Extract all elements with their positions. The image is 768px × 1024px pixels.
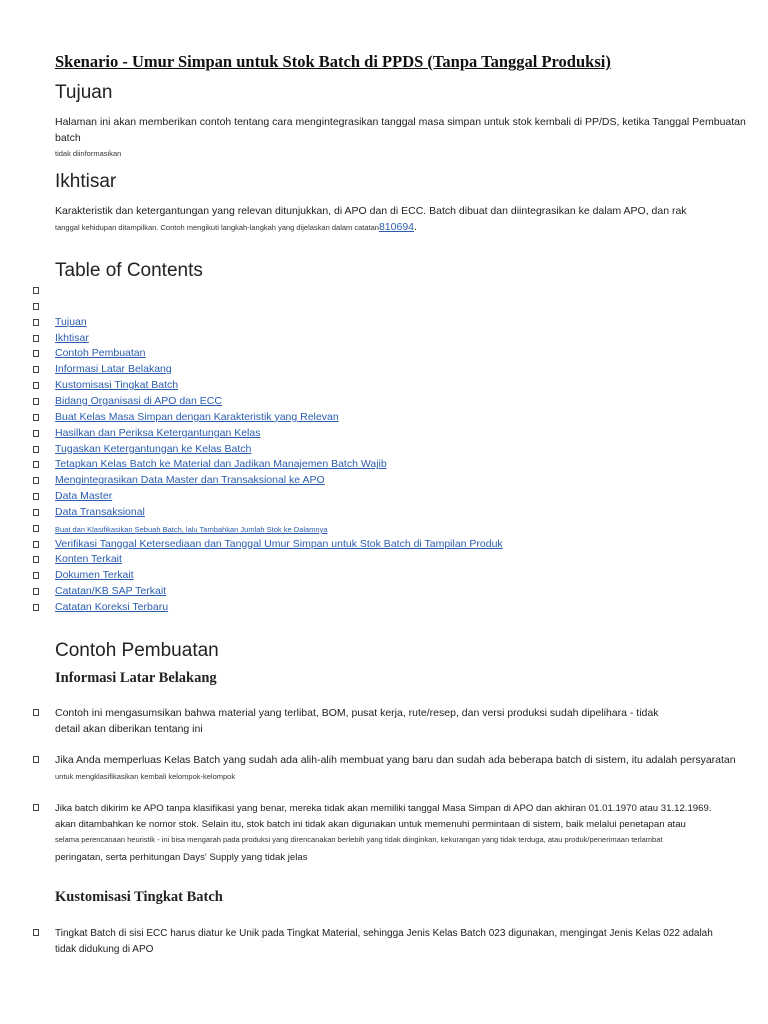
toc-link[interactable]: Tetapkan Kelas Batch ke Material dan Jadikan Manajemen Batch Wajib (55, 458, 387, 471)
list-item (33, 706, 753, 738)
heading-tujuan: Tujuan (55, 82, 113, 103)
toc-link[interactable]: Catatan/KB SAP Terkait (55, 585, 167, 598)
bullet-icon (33, 709, 39, 716)
bullet-icon (33, 556, 39, 563)
bullet3-line2: akan ditambahkan ke nomor stok. Selain itu, stok batch ini tidak akan digunakan untuk memenuhi permintaan di sistem, baik melalui penetapan atau (55, 818, 686, 830)
bullet2-line1: Jika Anda memperluas Kelas Batch yang sudah ada alih-alih membuat yang baru dan sudah ada beberapa batch di sistem, itu adalah persyaratan (55, 754, 736, 766)
bullet-icon (33, 287, 39, 294)
list-item (33, 753, 753, 785)
bullet-icon (33, 319, 39, 326)
bullet-icon (33, 541, 39, 548)
bullet4-line1: Tingkat Batch di sisi ECC harus diatur ke Unik pada Tingkat Material, sehingga Jenis Kelas Batch 023 digunakan, mengingat Jenis Kelas 022 adalah (55, 928, 713, 939)
bullet-icon (33, 382, 39, 389)
toc-link[interactable]: Konten Terkait (55, 553, 122, 566)
toc-item (33, 332, 733, 347)
bullet3-line3: selama perencanaan heuristik - ini bisa mengarah pada produksi yang direncanakan berlebih yang tidak diinginkan, kekurangan yang tidak terduga, atau produk/penerimaan terlambat (55, 835, 663, 844)
toc-item (33, 585, 733, 600)
toc-item (33, 458, 733, 473)
toc-item (33, 443, 733, 458)
bullet1-line2: detail akan diberikan tentang ini (55, 722, 203, 735)
bullet2-line2: untuk mengklasifikasikan kembali kelompok-kelompok (55, 771, 236, 781)
toc-item (33, 284, 733, 299)
toc-item (33, 411, 733, 426)
toc-item (33, 379, 733, 394)
bullet4-line2: tidak didukung di APO (55, 943, 154, 955)
toc-item (33, 427, 733, 442)
ikhtisar-paragraph (55, 203, 755, 236)
toc-link[interactable]: Kustomisasi Tingkat Batch (55, 379, 179, 392)
bullet-icon (33, 366, 39, 373)
bullet-icon (33, 335, 39, 342)
tujuan-text-line2: tidak diinformasikan (55, 149, 122, 158)
toc-item (33, 506, 733, 521)
bullet3-line1: Jika batch dikirim ke APO tanpa klasifikasi yang benar, mereka tidak akan memiliki tanggal Masa Simpan di APO dan akhiran 01.01.1970 atau 31.12.1969. (55, 803, 712, 814)
note-810694-link[interactable]: 810694 (378, 221, 415, 233)
toc-link[interactable]: Hasilkan dan Periksa Ketergantungan Kelas (55, 426, 261, 439)
bullet-icon (33, 588, 39, 595)
bullet-icon (33, 509, 39, 516)
bullet-icon (33, 493, 39, 500)
tujuan-paragraph (55, 114, 755, 162)
bullet1-line1: Contoh ini mengasumsikan bahwa material yang terlibat, BOM, pusat kerja, rute/resep, dan versi produksi sudah dipelihara - tidak (55, 707, 659, 719)
toc-item (33, 569, 733, 584)
toc-link[interactable]: Buat Kelas Masa Simpan dengan Karakteristik yang Relevan (55, 410, 339, 423)
toc-link[interactable]: Buat dan Klasifikasikan Sebuah Batch, lalu Tambahkan Jumlah Stok ke Dalamnya (55, 524, 328, 534)
ikhtisar-text-end: . (414, 221, 417, 233)
bullet-icon (33, 303, 39, 310)
toc-link[interactable]: Catatan Koreksi Terbaru (55, 601, 169, 613)
document-title: Skenario - Umur Simpan untuk Stok Batch di PPDS (Tanpa Tanggal Produksi) (55, 52, 611, 71)
toc-link[interactable]: Data Master (55, 490, 113, 503)
list-item (33, 926, 753, 958)
toc-item (33, 363, 733, 378)
bullet-icon (33, 398, 39, 405)
toc-item (33, 316, 733, 331)
toc-link[interactable]: Tugaskan Ketergantungan ke Kelas Batch (55, 442, 252, 455)
toc-link[interactable]: Mengintegrasikan Data Master dan Transaksional ke APO (55, 474, 325, 487)
toc-item (33, 347, 733, 362)
toc-item (33, 601, 733, 616)
toc-link[interactable]: Tujuan (55, 315, 87, 328)
toc-link[interactable]: Contoh Pembuatan (55, 347, 146, 360)
subheading-informasi-latar-belakang: Informasi Latar Belakang (55, 670, 217, 686)
ikhtisar-text-line1: Karakteristik dan ketergantungan yang relevan ditunjukkan, di APO dan di ECC. Batch dibuat dan diintegrasikan ke dalam APO, dan rak (55, 205, 687, 217)
toc-item (33, 474, 733, 489)
bullet-icon (33, 446, 39, 453)
toc-link[interactable]: Ikhtisar (55, 331, 89, 344)
bullet-icon (33, 929, 39, 936)
toc-item (33, 300, 733, 315)
subheading-kustomisasi-tingkat-batch: Kustomisasi Tingkat Batch (55, 889, 223, 905)
bullet-icon (33, 604, 39, 611)
bullet-icon (33, 414, 39, 421)
bullet-icon (33, 477, 39, 484)
toc-link[interactable]: Verifikasi Tanggal Ketersediaan dan Tanggal Umur Simpan untuk Stok Batch di Tampilan Produk (55, 537, 503, 550)
toc-link[interactable]: Informasi Latar Belakang (55, 363, 172, 376)
bullet3-line4: peringatan, serta perhitungan Days' Supply yang tidak jelas (55, 851, 308, 863)
ikhtisar-text-line2: tanggal kehidupan ditampilkan. Contoh mengikuti langkah-langkah yang dijelaskan dalam catatan (55, 223, 379, 232)
bullet-icon (33, 525, 39, 532)
bullet-icon (33, 756, 39, 763)
toc-link[interactable]: Data Transaksional (55, 505, 145, 518)
tujuan-text-line1: Halaman ini akan memberikan contoh tentang cara mengintegrasikan tanggal masa simpan untuk stok kembali di PP/DS, ketika Tanggal Pembuatan batch (55, 116, 746, 144)
toc-item (33, 490, 733, 505)
bullet-icon (33, 804, 39, 811)
heading-table-of-contents: Table of Contents (55, 260, 203, 281)
list-item (33, 801, 753, 865)
toc-item (33, 538, 733, 553)
toc-link[interactable]: Bidang Organisasi di APO dan ECC (55, 394, 222, 407)
bullet-icon (33, 461, 39, 468)
toc-item (33, 395, 733, 410)
bullet-icon (33, 430, 39, 437)
toc-item (33, 522, 733, 537)
bullet-icon (33, 350, 39, 357)
toc-item (33, 553, 733, 568)
toc-link[interactable]: Dokumen Terkait (55, 569, 134, 582)
heading-contoh-pembuatan: Contoh Pembuatan (55, 640, 219, 661)
heading-ikhtisar: Ikhtisar (55, 171, 117, 192)
bullet-icon (33, 572, 39, 579)
